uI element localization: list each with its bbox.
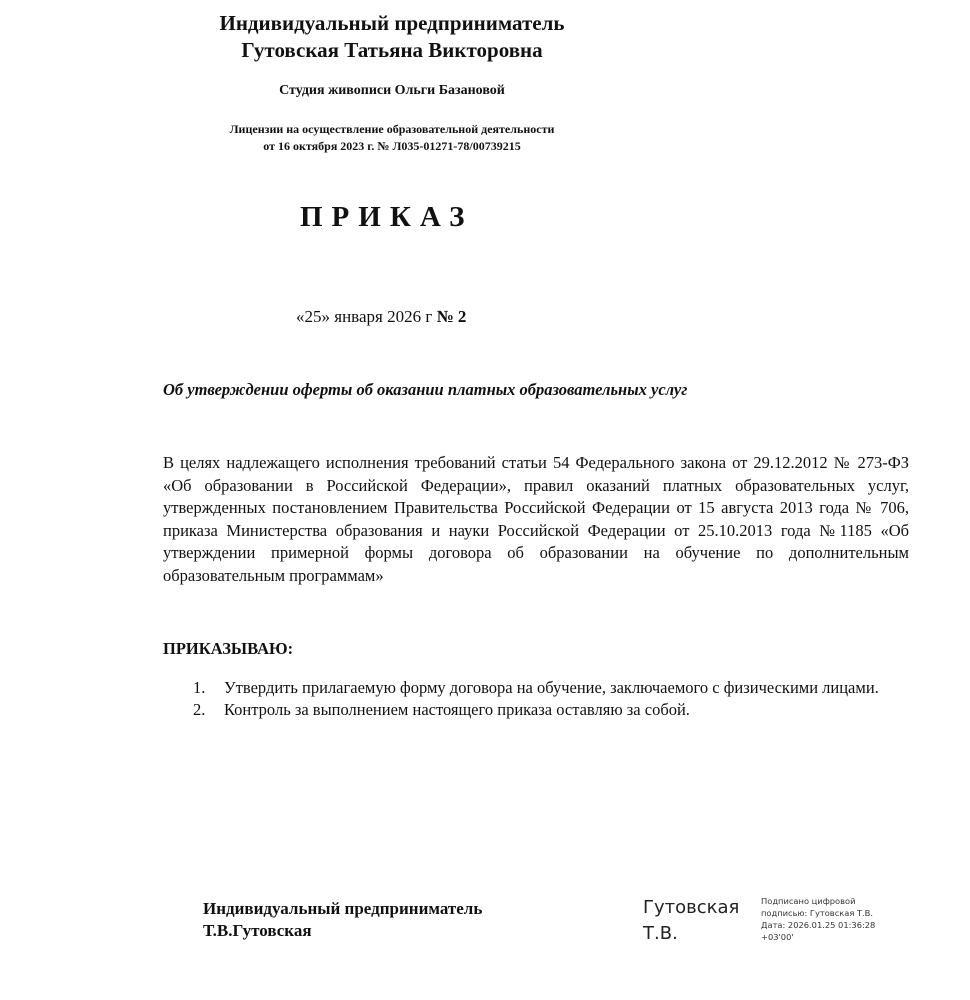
document-date: «25» января 2026 г	[296, 307, 433, 326]
order-item-text: Контроль за выполнением настоящего приказа оставляю за собой.	[224, 700, 690, 719]
signatory-name: Т.В.Гутовская	[203, 921, 312, 940]
digital-signature-details	[761, 895, 891, 943]
digital-signature-surname: Гутовская	[643, 897, 740, 918]
letterhead-license	[150, 121, 634, 155]
order-item-text: Утвердить прилагаемую форму договора на обучение, заключаемого с физическими лицами.	[224, 678, 879, 697]
document-title: ПРИКАЗ	[300, 201, 474, 233]
signatory-block	[203, 898, 482, 942]
digital-signature-meta-4: +03'00'	[761, 932, 794, 942]
order-items-list	[163, 677, 909, 721]
license-line-1: Лицензии на осуществление образовательной деятельности	[229, 122, 555, 136]
letterhead-title	[150, 10, 634, 64]
digital-signature-name	[643, 895, 739, 947]
order-item	[163, 677, 909, 699]
order-heading: ПРИКАЗЫВАЮ:	[163, 639, 294, 658]
license-line-2: от 16 октября 2023 г. № Л035-01271-78/00739215	[263, 139, 521, 153]
digital-signature-meta-1: Подписано цифровой	[761, 896, 856, 906]
document-number: № 2	[436, 307, 467, 326]
order-item-number: 1.	[193, 678, 206, 697]
letterhead-entrepreneur: Индивидуальный предприниматель	[219, 11, 565, 35]
document-subject: Об утверждении оферты об оказании платных образовательных услуг	[163, 380, 688, 399]
order-item-number: 2.	[193, 700, 206, 719]
document-date-line	[296, 307, 466, 327]
digital-signature-meta-3: Дата: 2026.01.25 01:36:28	[761, 920, 876, 930]
signatory-position: Индивидуальный предприниматель	[203, 899, 483, 918]
letterhead-studio: Студия живописи Ольги Базановой	[279, 83, 505, 98]
letterhead-full-name: Гутовская Татьяна Викторовна	[241, 38, 543, 62]
preamble-paragraph: В целях надлежащего исполнения требований статьи 54 Федерального закона от 29.12.2012 № 273-ФЗ «Об образовании в Российской Федерации», правил оказаний платных образовательных услуг, утвержденных постановлением Правительства Российской Федерации от 15 августа 2013 года № 706, приказа Министерства образования и науки Российской Федерации от 25.10.2013 года №1185 «Об утверждении примерной формы договора об образовании на обучение по дополнительным образовательным программам»	[163, 453, 909, 585]
digital-signature-meta-2: подписью: Гутовская Т.В.	[761, 908, 874, 918]
order-item	[163, 699, 909, 721]
digital-signature-initials: Т.В.	[643, 923, 678, 944]
